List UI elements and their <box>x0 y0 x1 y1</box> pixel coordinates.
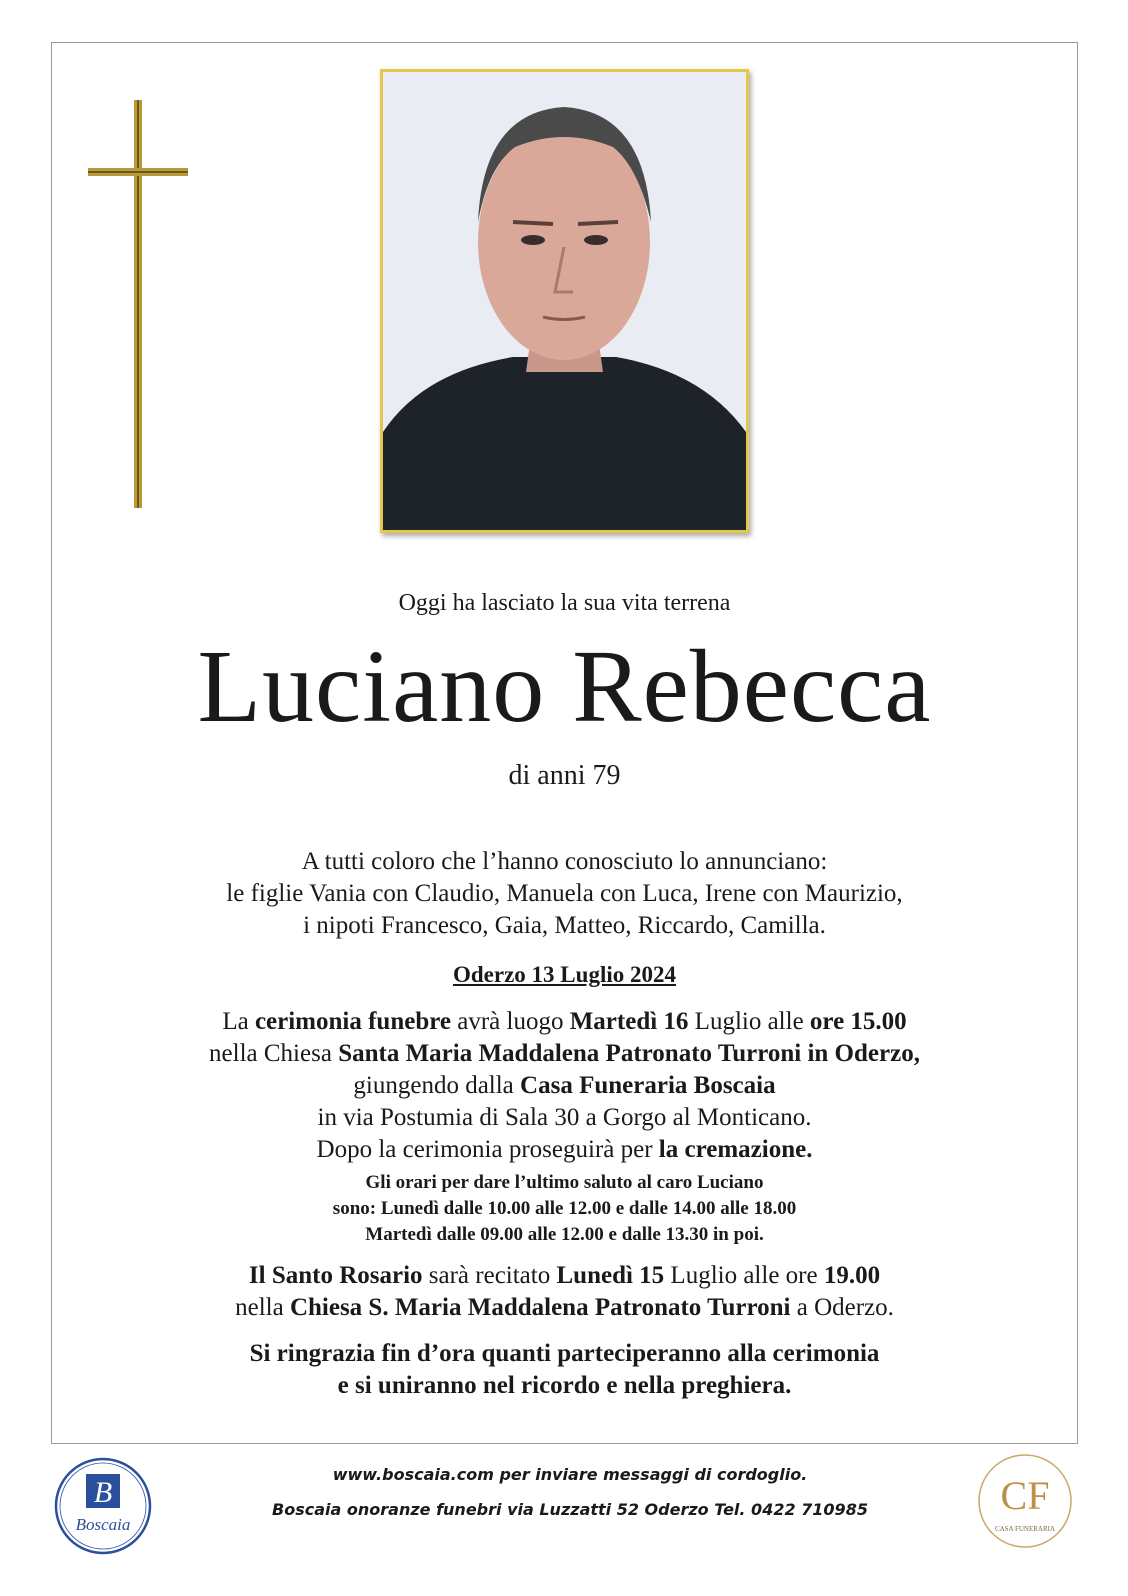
svg-text:B: B <box>93 1476 113 1509</box>
hours-line: Martedì dalle 09.00 alle 12.00 e dalle 13.30 in poi. <box>365 1224 764 1245</box>
intro-text: Oggi ha lasciato la sua vita terrena <box>398 590 731 616</box>
deceased-name: Luciano Rebecca <box>197 629 932 744</box>
thanks-line: e si uniranno nel ricordo e nella preghiera. <box>337 1372 792 1399</box>
announce-line: le figlie Vania con Claudio, Manuela con Luca, Irene con Maurizio, <box>226 880 903 907</box>
ceremony-line: in via Postumia di Sala 30 a Gorgo al Monticano. <box>317 1104 812 1131</box>
ceremony-line: giungendo dalla Casa Funeraria Boscaia <box>353 1072 776 1099</box>
svg-text:Boscaia: Boscaia <box>75 1515 131 1534</box>
footer-address: Boscaia onoranze funebri via Luzzatti 52 Oderzo Tel. 0422 710985 <box>272 1500 868 1519</box>
visiting-hours <box>51 1170 1078 1248</box>
thanks-text <box>51 1338 1078 1402</box>
portrait-photo <box>380 69 749 533</box>
footer-website: www.boscaia.com per inviare messaggi di cordoglio. <box>332 1465 808 1484</box>
svg-text:CASA FUNERARIA: CASA FUNERARIA <box>994 1525 1056 1533</box>
hours-line: sono: Lunedì dalle 10.00 alle 12.00 e dalle 14.00 alle 18.00 <box>332 1198 797 1219</box>
ceremony-details <box>51 1006 1078 1166</box>
ceremony-line: La cerimonia funebre avrà luogo Martedì 16 Luglio alle ore 15.00 <box>222 1008 907 1035</box>
ceremony-line: nella Chiesa Santa Maria Maddalena Patronato Turroni in Oderzo, <box>209 1040 920 1067</box>
place-date: Oderzo 13 Luglio 2024 <box>453 962 676 987</box>
age-text: di anni 79 <box>508 760 621 791</box>
rosary-line: nella Chiesa S. Maria Maddalena Patronato Turroni a Oderzo. <box>235 1294 894 1321</box>
cross-icon <box>88 100 188 508</box>
announce-line: A tutti coloro che l’hanno conosciuto lo annunciano: <box>301 848 828 875</box>
rosary-line: Il Santo Rosario sarà recitato Lunedì 15 Luglio alle ore 19.00 <box>248 1262 881 1289</box>
hours-line: Gli orari per dare l’ultimo saluto al caro Luciano <box>365 1172 764 1193</box>
svg-text:CF: CF <box>1000 1473 1050 1518</box>
ceremony-line: Dopo la cerimonia proseguirà per la cremazione. <box>316 1136 813 1163</box>
boscaia-logo <box>53 1456 153 1556</box>
announce-line: i nipoti Francesco, Gaia, Matteo, Riccardo, Camilla. <box>303 912 826 939</box>
thanks-line: Si ringrazia fin d’ora quanti parteciperanno alla cerimonia <box>249 1340 880 1367</box>
rosary-details <box>51 1260 1078 1324</box>
casa-funeraria-logo <box>975 1451 1075 1551</box>
announcement <box>51 846 1078 942</box>
